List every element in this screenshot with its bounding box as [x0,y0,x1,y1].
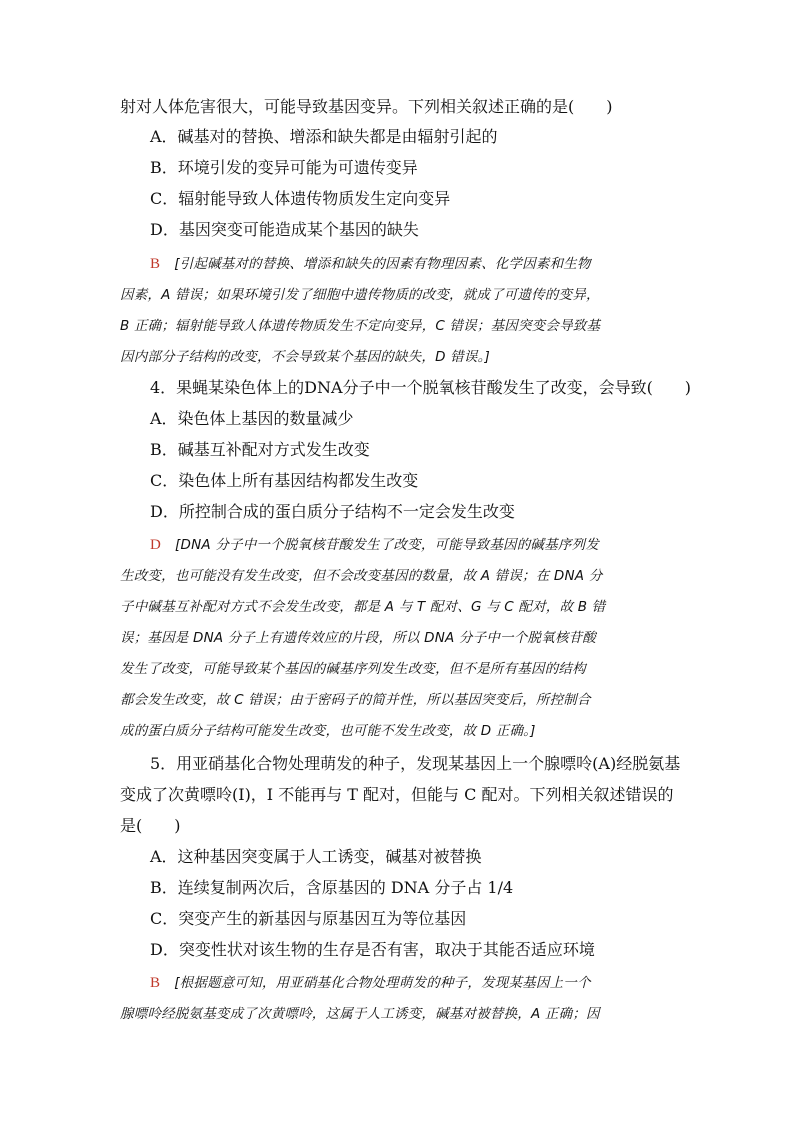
q4-explanation-line: 成的蛋白质分子结构可能发生改变，也可能不发生改变，故 D 正确。] [120,723,536,739]
q4-explanation-line: 误；基因是 DNA 分子上有遗传效应的片段，所以 DNA 分子中一个脱氧核苷酸 [120,630,596,646]
q5-option-b: B．连续复制两次后，含原基因的 DNA 分子占 1/4 [150,878,514,897]
q4-option-c: C．染色体上所有基因结构都发生改变 [150,471,419,490]
q3-explanation-line: B 正确；辐射能导致人体遗传物质发生不定向变异，C 错误；基因突变会导致基 [120,318,601,334]
q5-option-c: C．突变产生的新基因与原基因互为等位基因 [150,909,467,928]
q4-stem: 4．果蝇某染色体上的DNA分子中一个脱氧核苷酸发生了改变，会导致( ) [150,378,692,397]
q4-explanation-line: 都会发生改变，故 C 错误；由于密码子的简并性，所以基因突变后，所控制合 [120,692,591,708]
q4-explanation-line: 发生了改变，可能导致某个基因的碱基序列发生改变，但不是所有基因的结构 [120,661,586,677]
q5-answer: B [150,975,161,991]
q5-stem-line: 5．用亚硝基化合物处理萌发的种子，发现某基因上一个腺嘌呤(A)经脱氨基 [150,754,681,773]
q4-option-a: A．染色体上基因的数量减少 [150,409,354,428]
q4-option-d: D．所控制合成的蛋白质分子结构不一定会发生改变 [150,502,515,521]
q5-option-d: D．突变性状对该生物的生存是否有害，取决于其能否适应环境 [150,940,595,959]
q3-explanation-line: 因素，A 错误；如果环境引发了细胞中遗传物质的改变，就成了可遗传的变异， [120,287,600,303]
q3-option-d: D．基因突变可能造成某个基因的缺失 [150,220,419,239]
q4-explanation-line: D [DNA 分子中一个脱氧核苷酸发生了改变，可能导致基因的碱基序列发 [150,537,599,553]
q4-option-b: B．碱基互补配对方式发生改变 [150,440,370,459]
q5-option-a: A．这种基因突变属于人工诱变，碱基对被替换 [150,847,482,866]
q4-explanation-line: 子中碱基互补配对方式不会发生改变，都是 A 与 T 配对、G 与 C 配对，故 B 错 [120,599,606,615]
q4-answer: D [150,537,162,553]
q3-stem: 射对人体危害很大，可能导致基因变异。下列相关叙述正确的是( ) [120,97,613,116]
q3-option-c: C．辐射能导致人体遗传物质发生定向变异 [150,189,451,208]
q5-stem-line: 变成了次黄嘌呤(I)，I 不能再与 T 配对，但能与 C 配对。下列相关叙述错误的 [120,785,674,804]
q5-explanation-line: 腺嘌呤经脱氨基变成了次黄嘌呤，这属于人工诱变，碱基对被替换，A 正确；因 [120,1006,600,1022]
q5-explanation-line: B [根据题意可知，用亚硝基化合物处理萌发的种子，发现某基因上一个 [150,975,591,991]
q3-explanation-line: 因内部分子结构的改变，不会导致某个基因的缺失，D 错误。] [120,349,491,365]
q3-option-a: A．碱基对的替换、增添和缺失都是由辐射引起的 [150,127,498,146]
q3-explanation-line: B [引起碱基对的替换、增添和缺失的因素有物理因素、化学因素和生物 [150,256,591,272]
q4-explanation-line: 生改变，也可能没有发生改变，但不会改变基因的数量，故 A 错误；在 DNA 分 [120,568,603,584]
q3-option-b: B．环境引发的变异可能为可遗传变异 [150,158,418,177]
q3-answer: B [150,256,161,272]
q5-stem-line: 是( ) [120,816,181,835]
